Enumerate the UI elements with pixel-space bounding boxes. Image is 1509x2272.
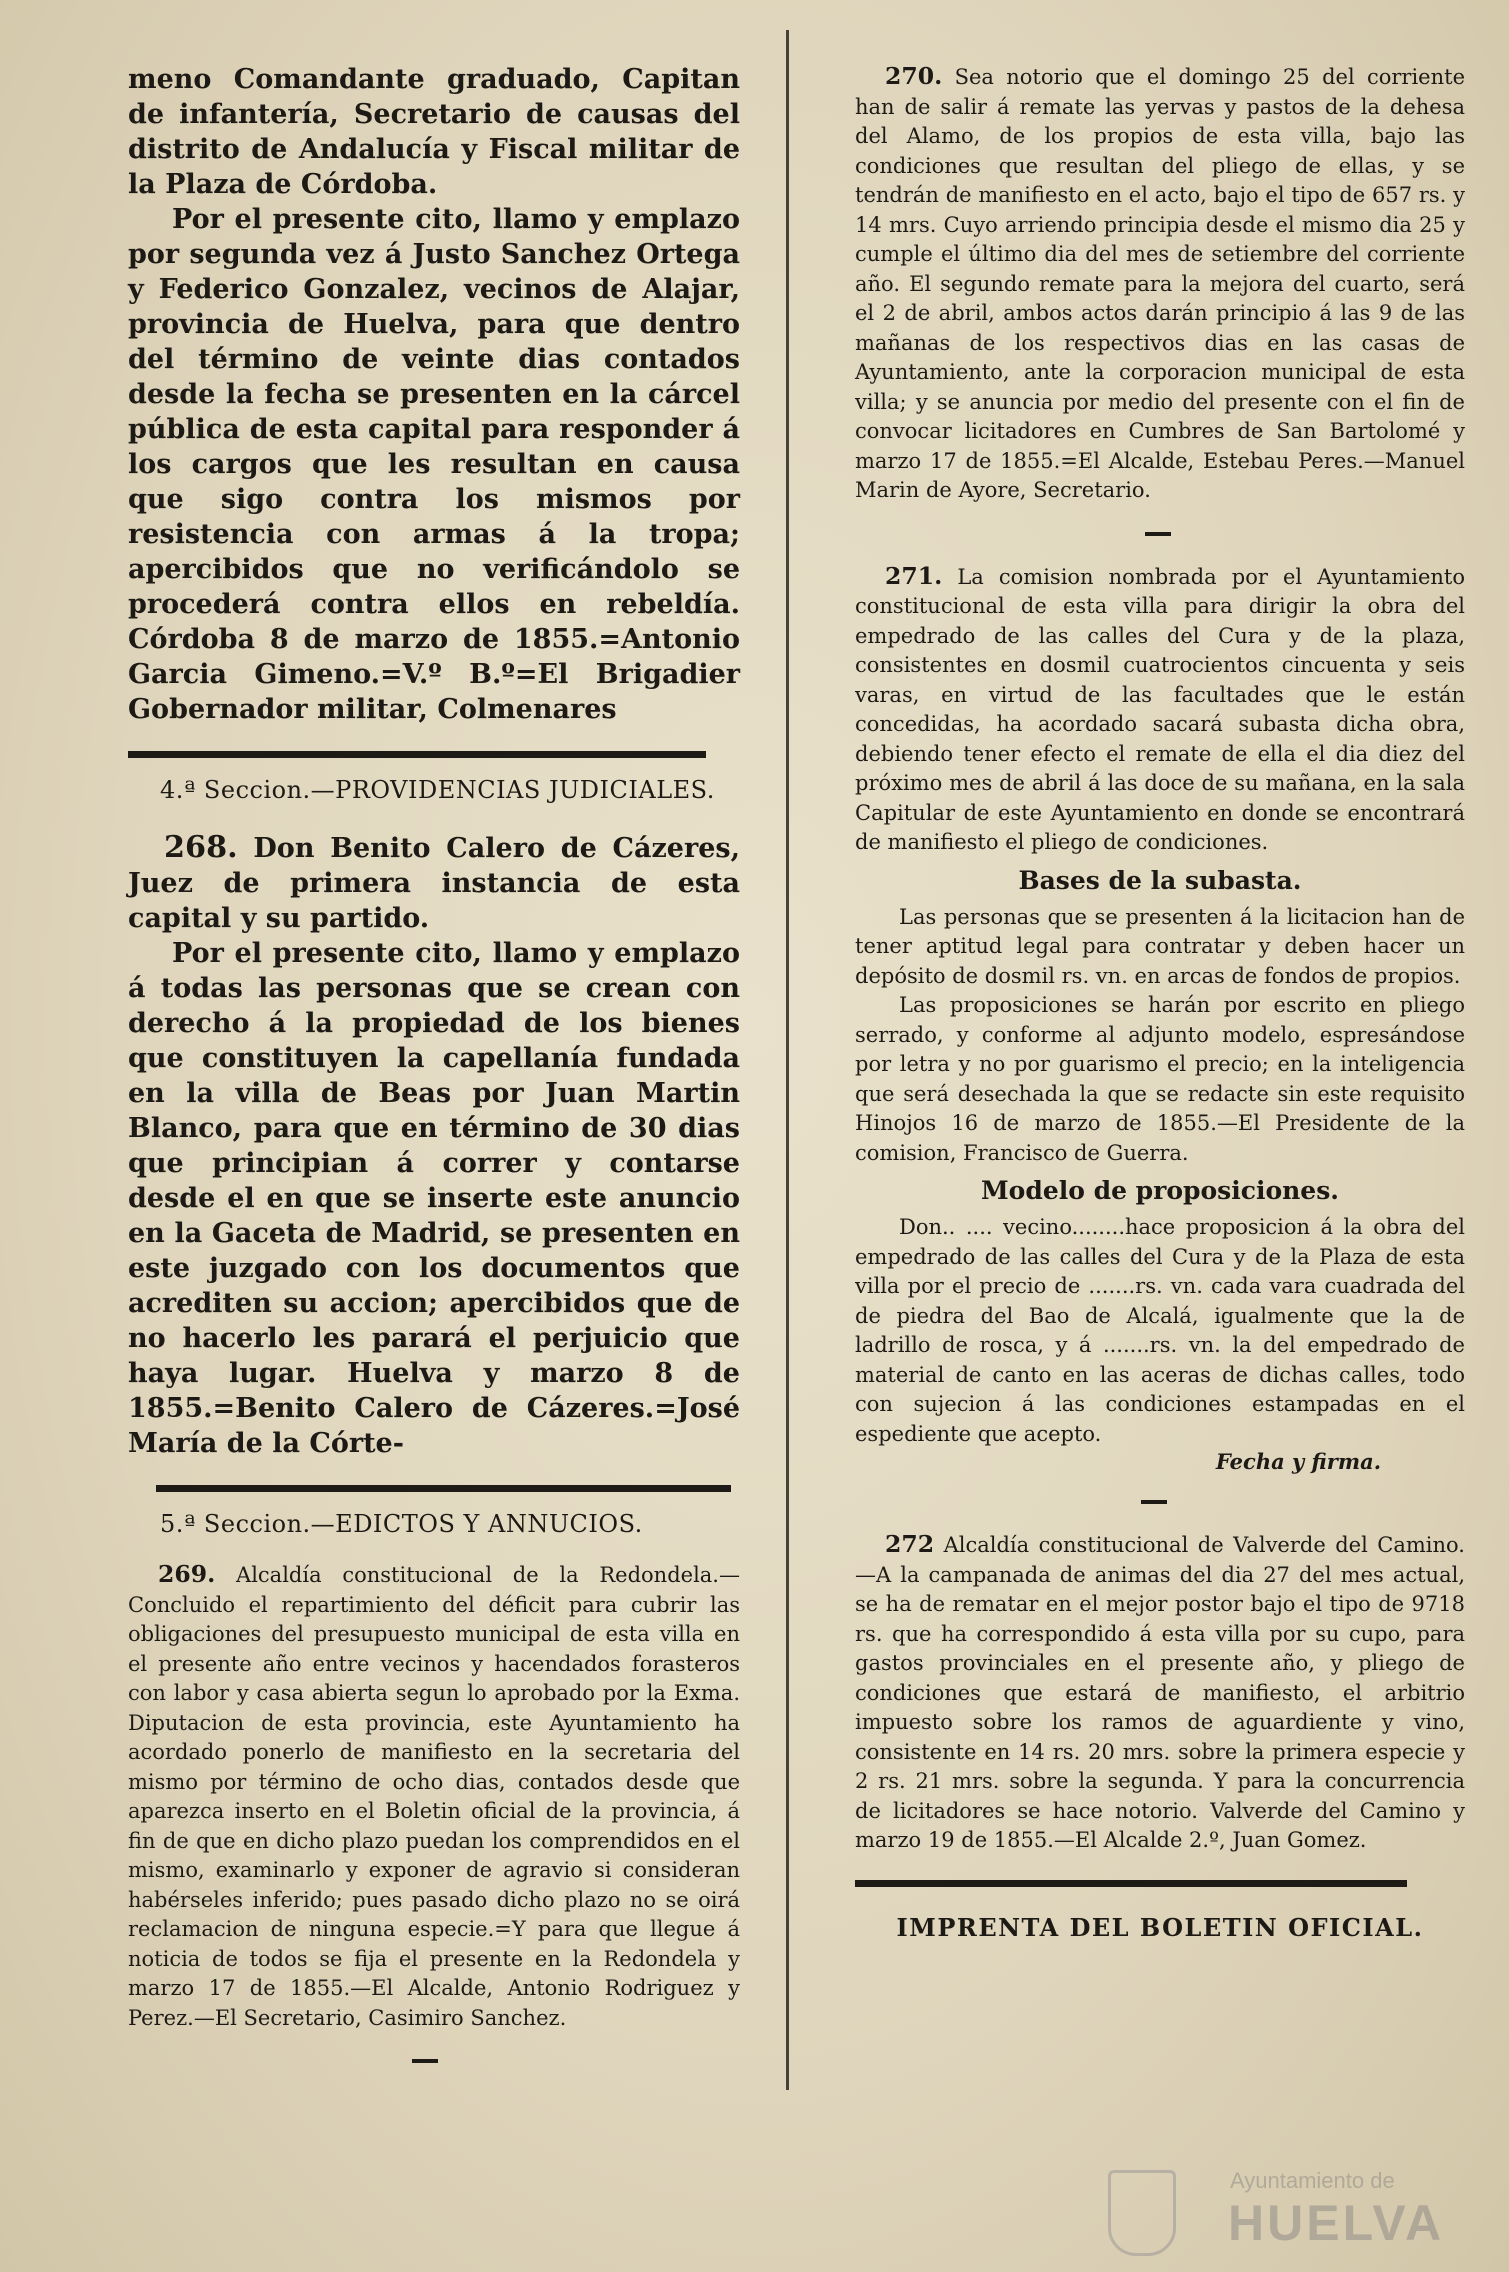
notice-number: 271.: [885, 561, 943, 590]
notice-number: 272: [885, 1530, 935, 1558]
cordoba-citation: Por el presente cito, llamo y emplazo por segunda vez á Justo Sanchez Ortega y Federico Gonzalez, vecinos de Alajar, provincia de Huelva, para que dentro del término de veinte dias contados desde la fecha se presenten en la cárcel pública de esta capital para responder á los cargos que les resultan en causa que sigo contra los mismos por resistencia con armas á la tropa; apercibidos que no verificándolo se procederá contra ellos en rebeldía. Córdoba 8 de marzo de 1855.=Antonio Garcia Gimeno.=V.º B.º=El Brigadier Gobernador militar, Colmenares: [128, 204, 740, 725]
notice-271: [855, 562, 1465, 858]
notice-272-body: Alcaldía constitucional de Valverde del Camino.—A la campanada de animas del dia 27 del mes actual, se ha de rematar en el mejor postor bajo el tipo de 9718 rs. que ha correspondido á esta villa por su cupo, para gastos provinciales en el presente año, y pliego de condiciones que estará de manifiesto, el arbitrio impuesto sobre los ramos de aguardiente y vino, consistente en 14 rs. 20 mrs. sobre la primera especie y 2 rs. 21 mrs. sobre la segunda. Y para la concurrencia de licitadores se hace notorio. Valverde del Camino y marzo 19 de 1855.—El Alcalde 2.º, Juan Gomez.: [855, 1533, 1465, 1852]
bases-title: Bases de la subasta.: [1018, 865, 1302, 895]
bases-paragraph-2: Las proposiciones se harán por escrito en pliego serrado, y conforme al adjunto modelo, espresándose por letra y no por guarismo el precio; en la inteligencia que será desechada la que se redacte sin este requisito Hinojos 16 de marzo de 1855.—El Presidente de la comision, Francisco de Guerra.: [855, 993, 1465, 1165]
bases-paragraph-1: Las personas que se presenten á la licitacion han de tener aptitud legal para contratar y deben hacer un depósito de dosmil rs. vn. en arcas de fondos de propios.: [855, 904, 1465, 988]
section-5-title: 5.ª Seccion.—EDICTOS Y ANNUCIOS.: [160, 1510, 643, 1538]
column-divider: [786, 30, 789, 2090]
section-rule: [156, 1485, 731, 1492]
notice-272: [855, 1530, 1465, 1856]
notice-number: 270.: [885, 62, 943, 90]
modelo-body: Don.. .... vecino........hace proposicion á la obra del empedrado de las calles del Cura y de la Plaza de esta villa por el precio de .......rs. vn. cada vara cuadrada del de piedra del Bao de Alcalá, igualmente que la de ladrillo de rosca, y á .......rs. vn. la del empedrado de material de canto en las aceras de dichas calles, todo con sujecion á las condiciones estampadas en el espediente que acepto.: [855, 1215, 1465, 1446]
fiscal-heading-text: meno Comandante graduado, Capitan de infantería, Secretario de causas del distrito de Andalucía y Fiscal militar de la Plaza de Córdoba.: [128, 64, 740, 200]
right-column: [855, 62, 1465, 1942]
shield-icon: [1108, 2170, 1176, 2256]
notice-number: 268.: [164, 830, 238, 865]
section-rule: [128, 751, 706, 758]
section-4-title: 4.ª Seccion.—PROVIDENCIAS JUDICIALES.: [160, 776, 715, 804]
notice-270-body: Sea notorio que el domingo 25 del corriente han de salir á remate las yervas y pastos de la dehesa del Alamo, de los propios de esta villa, bajo las condiciones que resultan del pliego de ellas, y se tendrán de manifiesto en el acto, bajo el tipo de 657 rs. y 14 mrs. Cuyo arriendo principia desde el mismo dia 25 y cumple el último dia del mes de setiembre del corriente año. El segundo remate para la mejora del cuarto, será el 2 de abril, ambos actos darán principio á las 9 de las mañanas de los respectivos dias en las casas de Ayuntamiento, ante la corporacion municipal de esta villa; y se anuncia por medio del presente con el fin de convocar licitadores en Cumbres de San Bartolomé y marzo 17 de 1855.=El Alcalde, Estebau Peres.—Manuel Marin de Ayore, Secretario.: [855, 65, 1465, 502]
watermark-line-1: Ayuntamiento de: [1230, 2168, 1395, 2193]
notice-269-body: Alcaldía constitucional de la Redondela.—Concluido el repartimiento del déficit para cubrir las obligaciones del presupuesto municipal de esta villa en el presente año entre vecinos y hacendados forasteros con labor y casa abierta segun lo aprobado por la Exma. Diputacion de esta provincia, este Ayuntamiento ha acordado ponerlo de manifiesto en la secretaria del mismo por término de ocho dias, contados desde que aparezca inserto en el Boletin oficial de la provincia, á fin de que en dicho plazo puedan los comprendidos en el mismo, examinarlo y exponer de agravio si consideran habérseles inferido; pues pasado dicho plazo no se oirá reclamacion de ninguna especie.=Y para que llegue á noticia de todos se fija el presente en la Redondela y marzo 17 de 1855.—El Alcalde, Antonio Rodriguez y Perez.—El Secretario, Casimiro Sanchez.: [128, 1563, 740, 2030]
fecha-firma: Fecha y firma.: [1215, 1449, 1381, 1474]
modelo-title: Modelo de proposiciones.: [980, 1176, 1339, 1205]
notice-270: [855, 62, 1465, 506]
watermark-logo: [1108, 2166, 1445, 2260]
notice-268-body: Por el presente cito, llamo y emplazo á todas las personas que se crean con derecho á la propiedad de los bienes que constituyen la capellanía fundada en la villa de Beas por Juan Martin Blanco, para que en término de 30 dias que principian á correr y contarse desde el en que se inserte este anuncio en la Gaceta de Madrid, se presenten en este juzgado con los documentos que acrediten su accion; apercibidos que de no hacerlo les parará el perjuicio que haya lugar. Huelva y marzo 8 de 1855.=Benito Calero de Cázeres.=José María de la Córte-: [128, 938, 740, 1459]
imprenta-footer: IMPRENTA DEL BOLETIN OFICIAL.: [896, 1912, 1424, 1942]
notice-268: [128, 830, 740, 936]
notice-number: 269.: [158, 1560, 216, 1588]
notice-271-body: La comision nombrada por el Ayuntamiento constitucional de esta villa para dirigir la obra del empedrado de las calles del Cura y de la plaza, consistentes en dosmil cuatrocientos cincuenta y seis varas, en virtud de las facultades que le están concedidas, ha acordado sacará subasta dicha obra, debiendo tener efecto el remate de ella el dia diez del próximo mes de abril á las doce de su mañana, en la sala Capitular de este Ayuntamiento en donde se encontrará de manifiesto el pliego de condiciones.: [855, 564, 1466, 854]
separator-dash: [1145, 532, 1171, 536]
separator-dash: [1141, 1500, 1167, 1504]
left-column: [128, 62, 740, 2089]
notice-268-heading: Don Benito Calero de Cázeres, Juez de primera instancia de esta capital y su partido.: [128, 833, 740, 934]
separator-dash: [412, 2059, 438, 2063]
notice-269: [128, 1560, 740, 2033]
section-rule: [855, 1880, 1407, 1887]
watermark-line-2: HUELVA: [1228, 2195, 1445, 2251]
